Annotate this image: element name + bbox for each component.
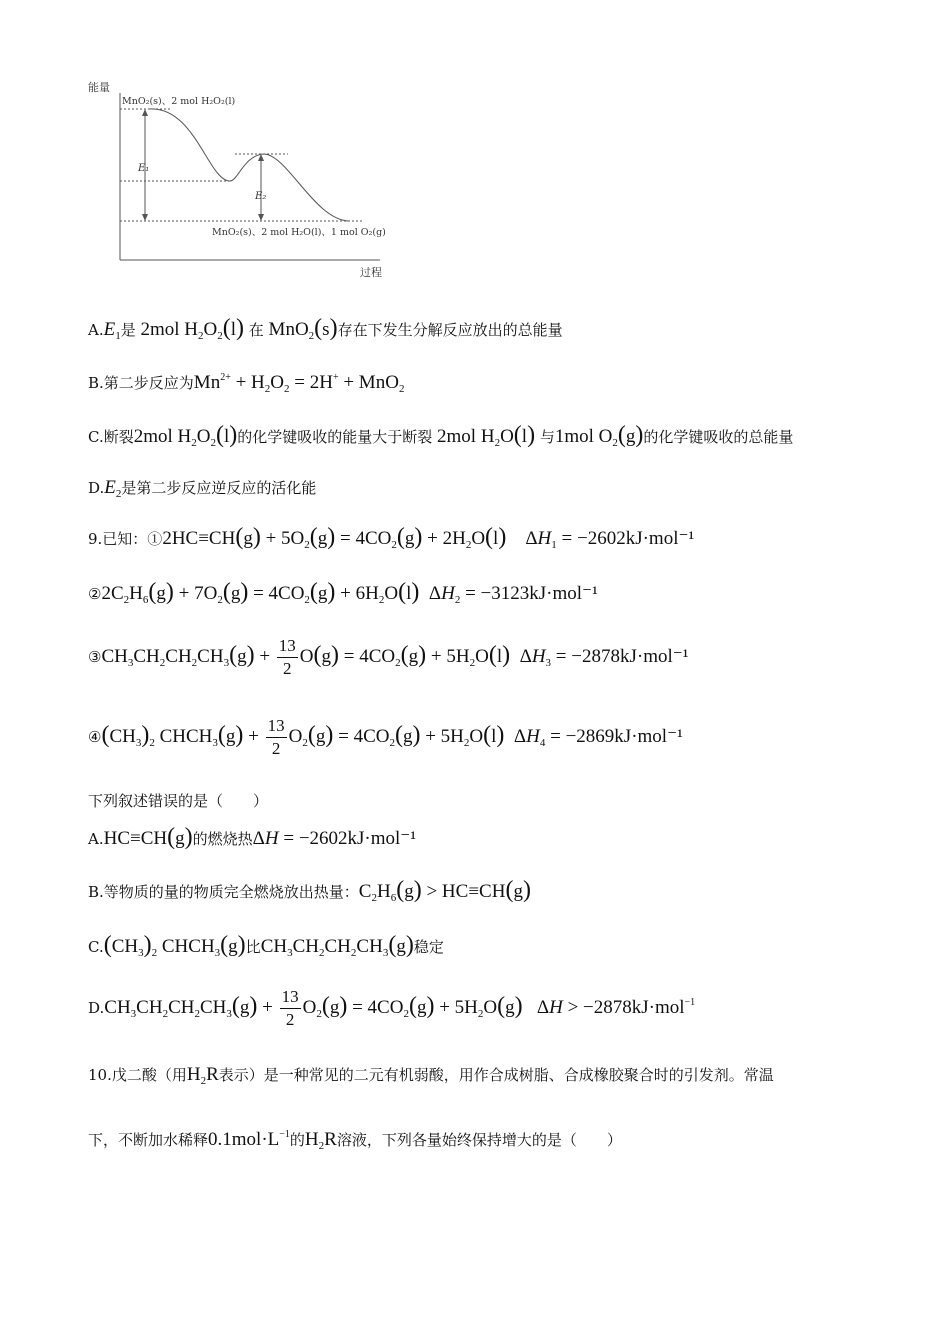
enthalpy-value: −2878kJ·mol⁻¹	[571, 646, 689, 667]
formula: 1mol $O_2(g)$	[554, 422, 644, 449]
formula: $2C_2H_6(g) + 7O_2(g) = 4CO_2(g) + 6H_2O(l) \Delta H_2$ =	[101, 579, 481, 606]
q8-option-c	[88, 422, 794, 453]
enthalpy-value: −2602kJ·mol⁻¹	[298, 828, 417, 849]
text: 的化学键吸收的能量大于断裂	[237, 428, 433, 446]
q9-question	[88, 791, 268, 811]
q9-equation-1	[88, 524, 695, 555]
q10-line-1	[88, 1065, 774, 1091]
option-prefix: A.	[88, 830, 104, 848]
text: 是	[120, 321, 136, 339]
option-text: C.断裂	[88, 428, 134, 446]
option-prefix: C.	[88, 938, 104, 956]
e2-label: E₂	[255, 191, 267, 202]
q8-option-d	[88, 478, 316, 504]
formula: $CH_3CH_2CH_2CH_3(g)$	[260, 932, 414, 959]
q9-option-a	[88, 824, 417, 850]
product-label: MnO₂(s)、2 mol H₂O(l)、1 mol O₂(g)	[212, 227, 386, 238]
e2-arrow-bottom	[258, 214, 264, 221]
formula: $H_2R$	[304, 1129, 337, 1152]
formula: $(CH_3)_2$ $CHCH_3(g)$	[103, 932, 246, 959]
q9-equation-4	[88, 712, 683, 766]
energy-curve	[148, 109, 350, 221]
text: 在	[248, 321, 264, 339]
equation-number: ②	[88, 585, 102, 603]
option-prefix: D.	[88, 999, 105, 1017]
formula: $CH_3CH_2CH_2CH_3(g)$ + $\frac{13}{2}$ $O(g) = 4CO_2(g) + 5H_2O(l) \Delta H_3$ =	[101, 636, 572, 679]
equation-number: ④	[88, 728, 102, 746]
formula: $Mn^{2+} + H_2O_2 = 2H^+ + MnO_2$	[193, 372, 405, 395]
enthalpy-value: −2869kJ·mol⁻¹	[565, 726, 683, 747]
formula: $(CH_3)_2$ $CHCH_3(g)$ + $\frac{13}{2}$ $O_2(g) = 4CO_2(g) + 5H_2O(l) \Delta H_4$ =	[101, 716, 566, 759]
text: 表示）是一种常见的二元有机弱酸，用作合成树脂、合成橡胶聚合时的引发剂。常温	[218, 1066, 774, 1084]
q9-option-c	[88, 932, 444, 963]
formula: HC≡CH(g)	[103, 824, 193, 850]
text: 10.戊二酸（用	[88, 1066, 187, 1084]
energy-diagram	[80, 75, 410, 285]
option-prefix: D.	[88, 479, 105, 497]
formula: 2mol $H_2O(l)$	[432, 422, 536, 449]
option-text: B.等物质的量的物质完全燃烧放出热量：	[88, 883, 359, 901]
option-prefix: A.	[88, 321, 104, 339]
e1-arrow-top	[142, 109, 148, 116]
text: 的化学键吸收的总能量	[643, 428, 794, 446]
enthalpy-value: −3123kJ·mol⁻¹	[480, 583, 598, 604]
reactant-label: MnO₂(s)、2 mol H₂O₂(l)	[122, 96, 236, 107]
text: 是第二步反应逆反应的活化能	[121, 479, 317, 497]
formula: 2mol $H_2O_2(l)$	[135, 315, 245, 342]
formula: ΔH =	[252, 828, 299, 849]
formula: MnO$_2$(s)	[263, 315, 338, 342]
formula: $H_2R$	[186, 1064, 219, 1087]
y-axis-label: 能量	[88, 81, 110, 94]
text: 比	[245, 938, 261, 956]
question-text: 下列叙述错误的是（ ）	[88, 792, 269, 810]
q9-option-d	[88, 980, 695, 1037]
text: 溶液，下列各量始终保持增大的是（ ）	[336, 1131, 622, 1149]
text: 的	[289, 1131, 305, 1149]
e1-arrow-bottom	[142, 214, 148, 221]
formula: $0.1mol\cdot L^{-1}$	[208, 1129, 290, 1150]
formula: $CH_3CH_2CH_2CH_3(g)$ + $\frac{13}{2}$ $O_2(g) = 4CO_2(g) + 5H_2O(g) \Delta H > -2878kJ\cdot mol^{-1}$	[104, 987, 696, 1030]
q8-option-b	[88, 368, 404, 399]
q9-option-b	[88, 877, 531, 908]
text: 存在下发生分解反应放出的总能量	[337, 321, 563, 339]
e1-symbol: $E_1$	[103, 319, 121, 342]
q9-equation-2	[88, 579, 598, 610]
text: 稳定	[413, 938, 444, 956]
text: 下，不断加水稀释	[88, 1131, 209, 1149]
formula: $2HC\equiv CH(g) + 5O_2(g) = 4CO_2(g) + 2H_2O(l)$ $\Delta H_1$ =	[162, 524, 577, 551]
e1-label: E₁	[138, 163, 150, 174]
q10-line-2	[88, 1125, 622, 1156]
text: 的燃烧热	[192, 830, 253, 848]
option-text: B.第二步反应为	[88, 374, 194, 392]
enthalpy-value: −2602kJ·mol⁻¹	[577, 528, 695, 549]
formula: $C_2H_6(g) > HC\equiv CH(g)$	[358, 877, 531, 904]
question-intro: 9.已知：①	[88, 530, 163, 548]
text: 与	[539, 428, 555, 446]
equation-number: ③	[88, 648, 102, 666]
e2-symbol: $E_2$	[104, 477, 122, 500]
formula: 2mol $H_2O_2(l)$	[133, 422, 238, 449]
q9-equation-3	[88, 632, 689, 686]
x-axis-label: 过程	[360, 266, 382, 279]
q8-option-a	[88, 315, 563, 346]
